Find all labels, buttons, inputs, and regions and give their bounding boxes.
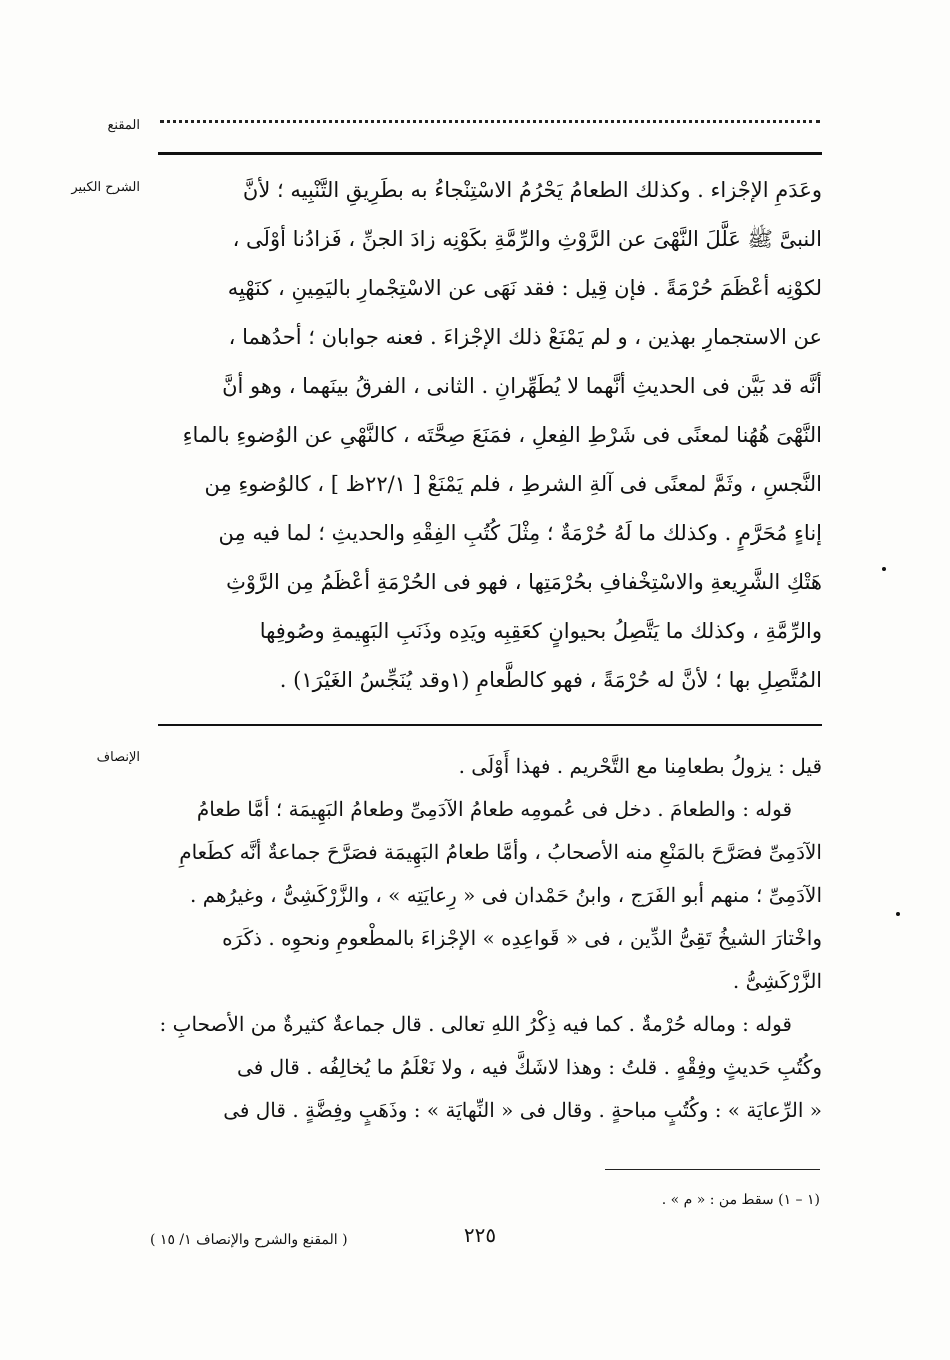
scan-speck	[882, 567, 886, 571]
sharh-line: أنَّه قد بَيَّن فى الحديثِ أنَّهما لا يُطَهِّرانِ . الثانى ، الفرقُ بينَهما ، وهو أنَّ	[222, 374, 822, 398]
insaf-line: الزَّرْكَشِىُّ .	[732, 969, 822, 993]
insaf-line: الآدَمِىِّ ؛ منهم أبو الفَرَج ، وابنُ حَمْدان فى « رِعايَتِه » ، والزَّرْكَشِىُّ ، وغيرُهم .	[190, 883, 822, 907]
insaf-line: الآدَمِىِّ فصَرَّحَ بالمَنْعِ منه الأصحابُ ، وأمَّا طعامُ البَهِيمَة فصَرَّحَ جماعةٌ أنَّه كطَعامِ	[179, 840, 822, 864]
footnote: (١ – ١) سقط من : « م » .	[661, 1192, 820, 1208]
sharh-section	[158, 166, 822, 705]
insaf-line: قيل : يزولُ بطعامِنا مع التَّحْريم . فهذا أَوْلَى .	[458, 754, 822, 778]
insaf-line: قوله : والطعامَ . دخل فى عُمومِه طعامُ الآدَمِىِّ وطعامُ البَهِيمَة ؛ أمَّا طعامُ	[196, 797, 792, 821]
sharh-line: والرِّمَّةِ ، وكذلك ما يَتَّصِلُ بحيوانٍ كعَقِبِه ويَدِه وذَنَبِ البَهِيمةِ وصُوفِها	[259, 619, 822, 643]
sharh-line: هَتْكِ الشَّرِيعةِ والاسْتِخْفافِ بحُرْمَتِها ، فهو فى الحُرْمَةِ أعْظَمُ مِن الرَّوْثِ	[226, 570, 822, 594]
insaf-line: واخْتارَ الشيخُ تَقِىُّ الدِّين ، فى « قَواعِدِه » الإجْزاءَ بالمطْعومِ ونحوِه . ذكَرَه	[222, 926, 822, 950]
header-thick-rule	[158, 152, 822, 155]
insaf-line: قوله : وماله حُرْمةٌ . كما فيه ذِكْرُ اللهِ تعالى . قال جماعةٌ كثيرةٌ من الأصحابِ :	[159, 1012, 792, 1036]
sharh-line: عن الاستجمارِ بهذين ، و لم يَمْنَعْ ذلك الإجْزاءَ . فعنه جوابان ؛ أحدُهما ،	[228, 325, 822, 349]
page-number: ٢٢٥	[463, 1223, 497, 1247]
sharh-line: النَّجسِ ، وثَمَّ لمعنًى فى آلةِ الشرطِ ، فلم يَمْنَعْ [ ٢٢/١ظ ] ، كالوُضوءِ مِن	[204, 472, 822, 496]
page-reference: ( المقنع والشرح والإنصاف ١/ ١٥ )	[150, 1232, 348, 1248]
insaf-line: وكُتُبِ حَديثٍ وفِقْهٍ . قلتُ : وهذا لاشَكَّ فيه ، ولا نَعْلَمُ ما يُخالِفُه . قال فى	[237, 1055, 822, 1079]
footnote-rule	[605, 1169, 820, 1170]
insaf-section	[158, 745, 822, 1132]
scan-speck	[896, 912, 900, 916]
sharh-line: لكوْنِه أعْظَمَ حُرْمَةً . فإن قِيل : فقد نَهَى عن الاسْتِجْمارِ باليَمِينِ ، كنَهْيِه	[227, 276, 822, 300]
sharh-line: المُتَّصِلِ بها ؛ لأنَّ له حُرْمَةً ، فهو كالطَّعامِ (١وقد يُنَجِّسُ الغَيْرَ١) .	[279, 668, 822, 692]
sharh-line: النَّهْىَ هُهُنا لمعنًى فى شَرْطِ الفِعلِ ، فمَنَعَ صِحَّتَه ، كالنَّهْىِ عن الوُضوءِ بالماءِ	[182, 423, 822, 447]
sharh-line: وعَدَمِ الإجْزاء . وكذلك الطعامُ يَحْرُمُ الاسْتِنْجاءُ به بطَرِيقِ التَّنْبِيه ؛ لأنَّ	[242, 178, 822, 202]
header-book-label: المقنع	[107, 118, 140, 133]
section-separator	[158, 724, 822, 726]
sharh-line: إناءٍ مُحَرَّمٍ . وكذلك ما لَهُ حُرْمَةٌ ؛ مِثْلَ كُتُبِ الفِقْهِ والحديثِ ؛ لما فيه مِن	[218, 521, 822, 545]
header-dotted-rule	[160, 120, 820, 123]
insaf-line: « الرِّعايَة » : وكُتُبٍ مباحةٍ . وقال فى « النِّهايَة » : وذَهَبٍ وفِضَّةٍ . قال فى	[223, 1098, 822, 1122]
sidebar-sharh-label: الشرح الكبير	[71, 180, 140, 195]
sidebar-insaf-label: الإنصاف	[96, 750, 140, 765]
sharh-line: النبىَّ ﷺ عَلَّلَ النَّهْىَ عن الرَّوْثِ والرِّمَّةِ بكَوْنِه زادَ الجنِّ ، فَزادُنا أوْلَى ،	[232, 227, 822, 251]
